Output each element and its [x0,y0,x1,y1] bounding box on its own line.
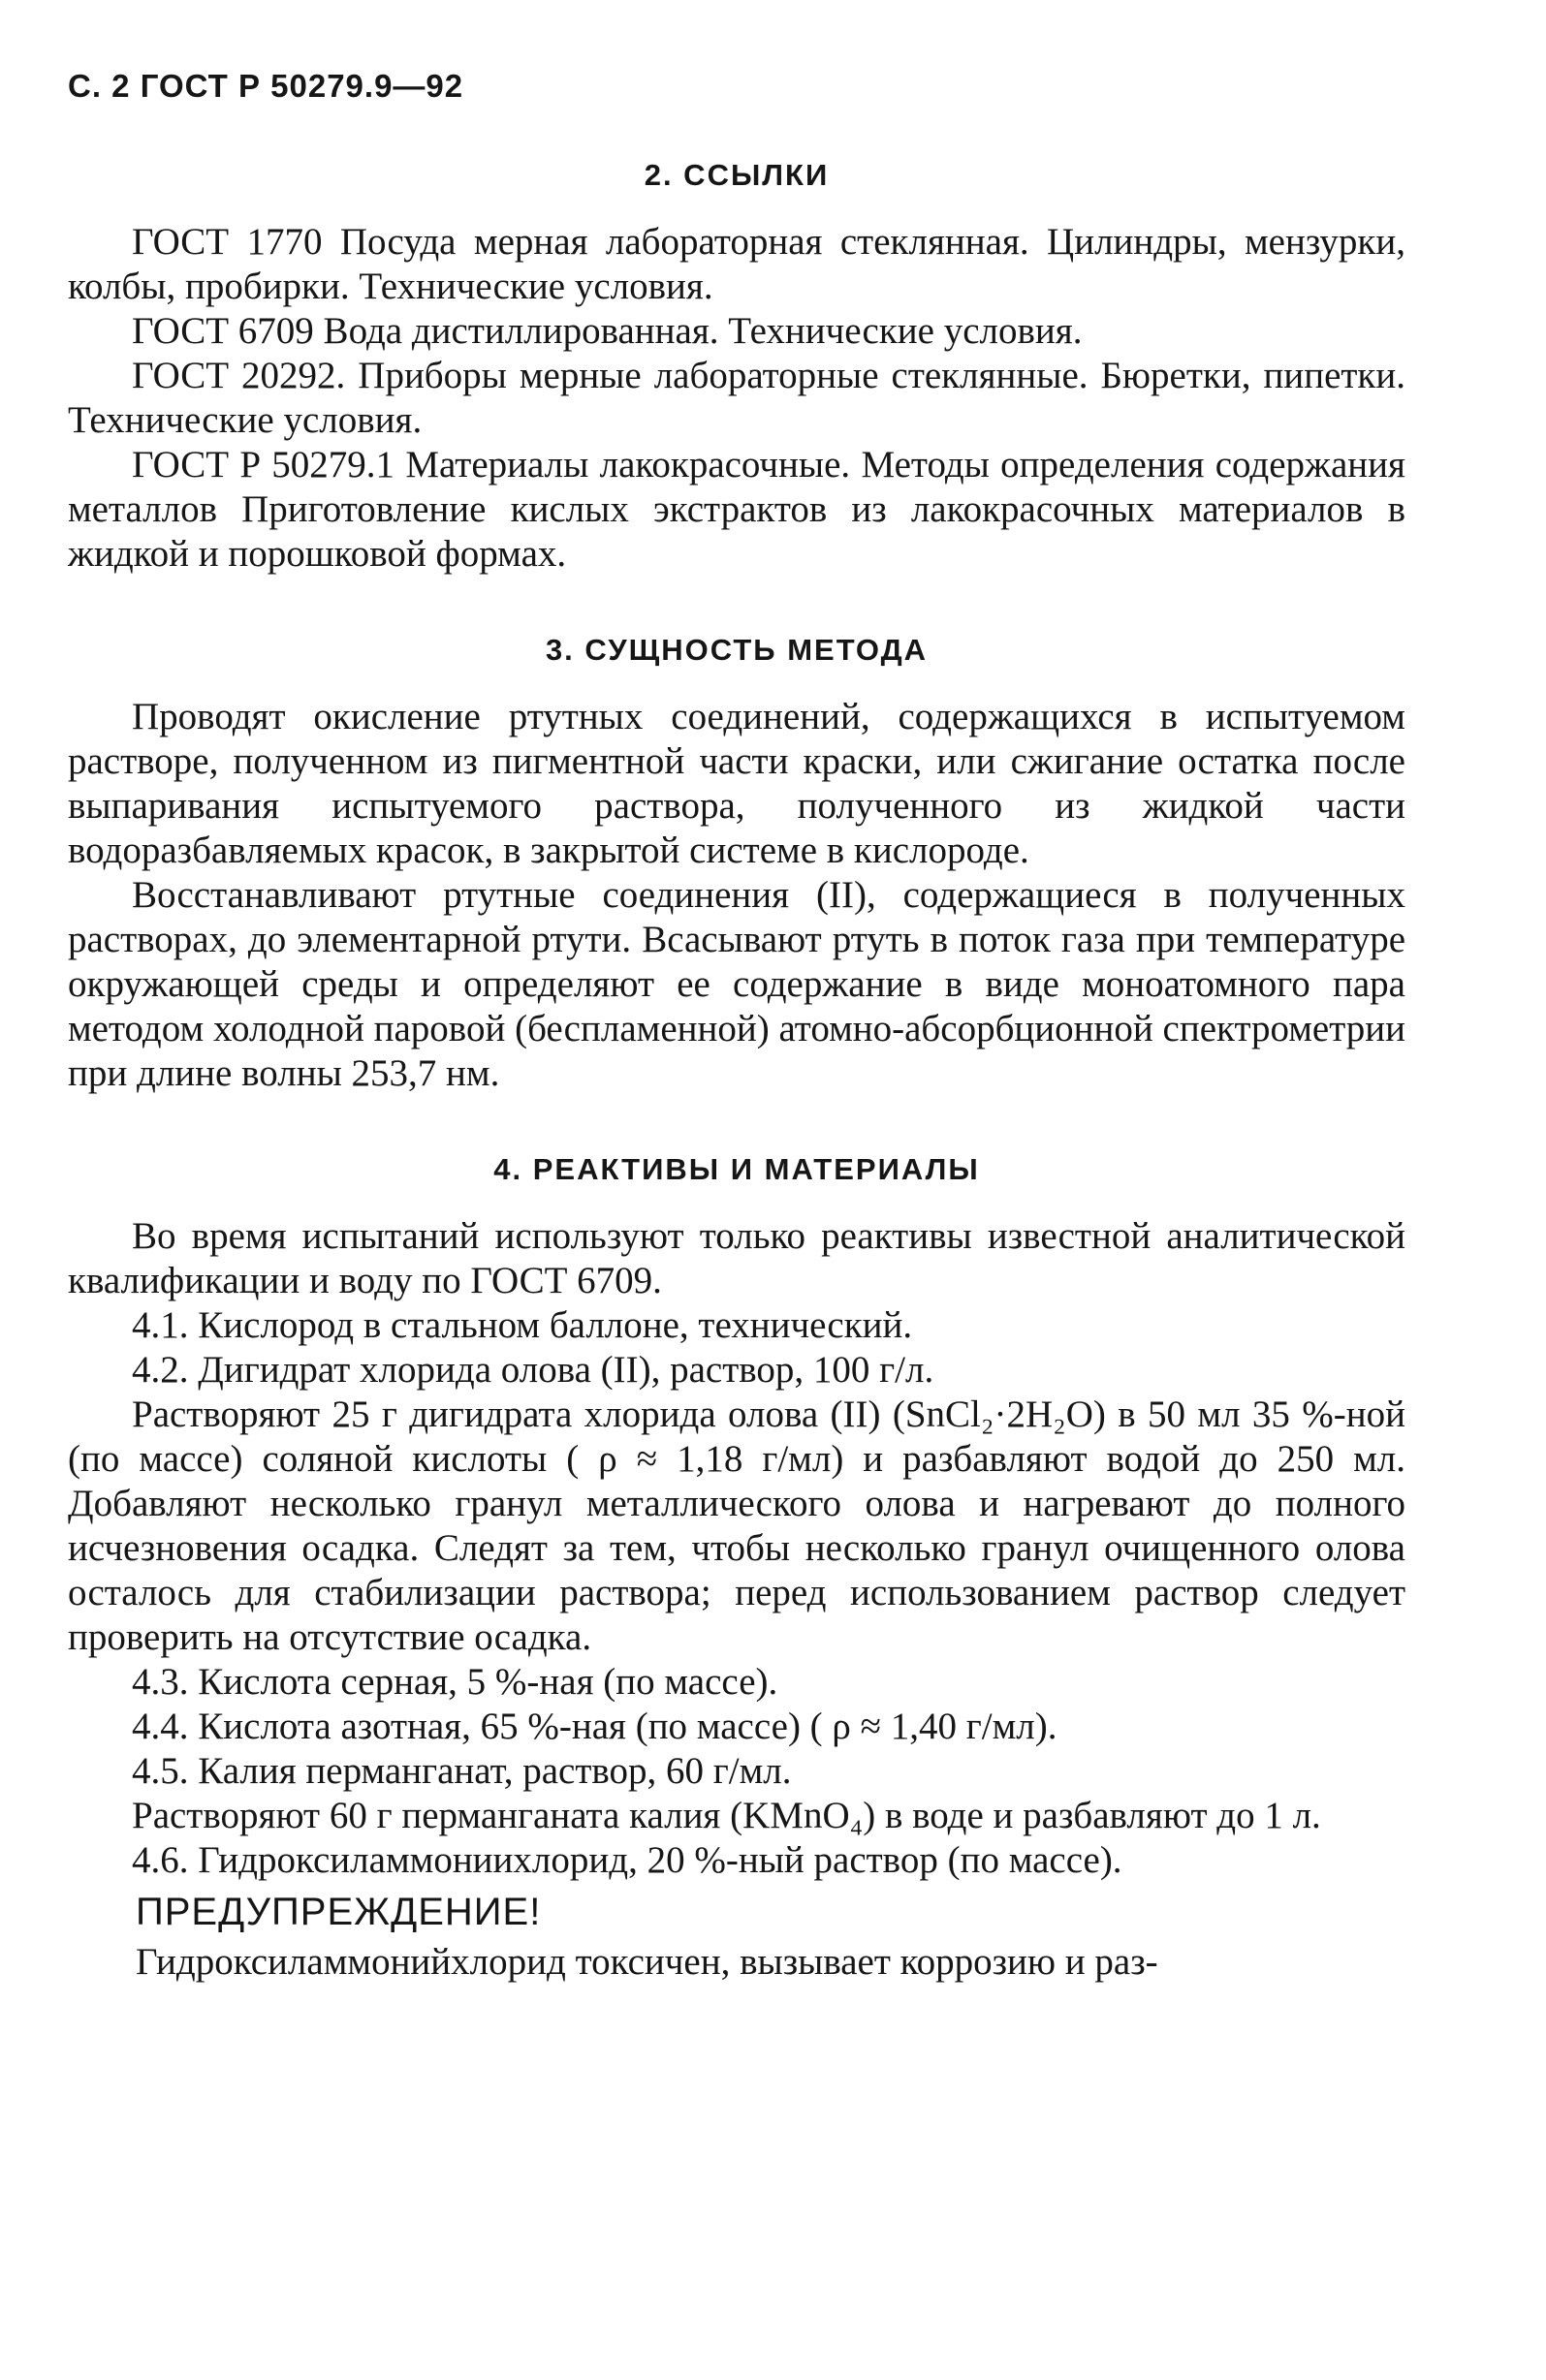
paragraph: ГОСТ 6709 Вода дистиллированная. Технические условия. [132,310,1083,352]
section-references [68,158,1405,577]
paragraph: 4.6. Гидроксиламмониихлорид, 20 %-ный раствор (по массе). [132,1839,1122,1881]
paragraph: Восстанавливают ртутные соединения (II), содержащиеся в полученных растворах, до элементарной ртути. Всасывают ртуть в поток газа при температуре окружающей среды и определяют ее содержание в виде моноатомного пара методом холодной паровой (беспламенной) атомно-абсорбционной спектрометрии при длине волны 253,7 нм. [68,874,1405,1094]
section-title: 2. ССЫЛКИ [644,158,830,192]
paragraph: Растворяют 25 г дигидрата хлорида олова (II) (SnCl₂·2H₂O) в 50 мл 35 %-ной (по массе) соляной кислоты ( ρ ≈ 1,18 г/мл) и разбавляют водой до 250 мл. Добавляют несколько гранул металлического олова и нагревают до полного исчезновения осадка. Следят за тем, чтобы несколько гранул очищенного олова осталось для стабилизации раствора; перед использованием раствор следует проверить на отсутствие осадка. [68,1394,1405,1658]
paragraph: Растворяют 60 г перманганата калия (KMnO₄) в воде и разбавляют до 1 л. [132,1795,1321,1836]
paragraph: Во время испытаний используют только реактивы известной аналитической квалификации и воду по ГОСТ 6709. [68,1215,1405,1301]
warning-title: ПРЕДУПРЕЖДЕНИЕ! [136,1891,542,1933]
paragraph: 4.5. Калия перманганат, раствор, 60 г/мл. [132,1750,792,1792]
paragraph: 4.3. Кислота серная, 5 %-ная (по массе). [132,1661,778,1703]
paragraph: 4.4. Кислота азотная, 65 %-ная (по массе) ( ρ ≈ 1,40 г/мл). [132,1706,1057,1747]
section-reagents [68,1152,1405,1988]
section-title: 3. СУЩНОСТЬ МЕТОДА [545,633,929,667]
paragraph: ГОСТ 20292. Приборы мерные лабораторные стеклянные. Бюретки, пипетки. Технические условия. [68,355,1405,441]
document-page [68,68,1405,2044]
section-title: 4. РЕАКТИВЫ И МАТЕРИАЛЫ [493,1152,980,1186]
paragraph: ГОСТ 1770 Посуда мерная лабораторная стеклянная. Цилиндры, мензурки, колбы, пробирки. Технические условия. [68,221,1405,307]
paragraph: 4.1. Кислород в стальном баллоне, технический. [132,1304,913,1346]
paragraph: ГОСТ Р 50279.1 Материалы лакокрасочные. Методы определения содержания металлов Приготовление кислых экстрактов из лакокрасочных материалов в жидкой и порошковой формах. [68,444,1405,575]
warning-text: Гидроксиламмонийхлорид токсичен, вызывает коррозию и раз- [136,1941,1158,1983]
running-head: С. 2 ГОСТ Р 50279.9—92 [68,68,464,104]
paragraph: Проводят окисление ртутных соединений, содержащихся в испытуемом растворе, полученном из пигментной части краски, или сжигание остатка после выпаривания испытуемого раствора, полученного из жидкой части водоразбавляемых красок, в закрытой системе в кислороде. [68,696,1405,871]
section-method-essence [68,633,1405,1096]
paragraph: 4.2. Дигидрат хлорида олова (II), раствор, 100 г/л. [132,1349,934,1391]
